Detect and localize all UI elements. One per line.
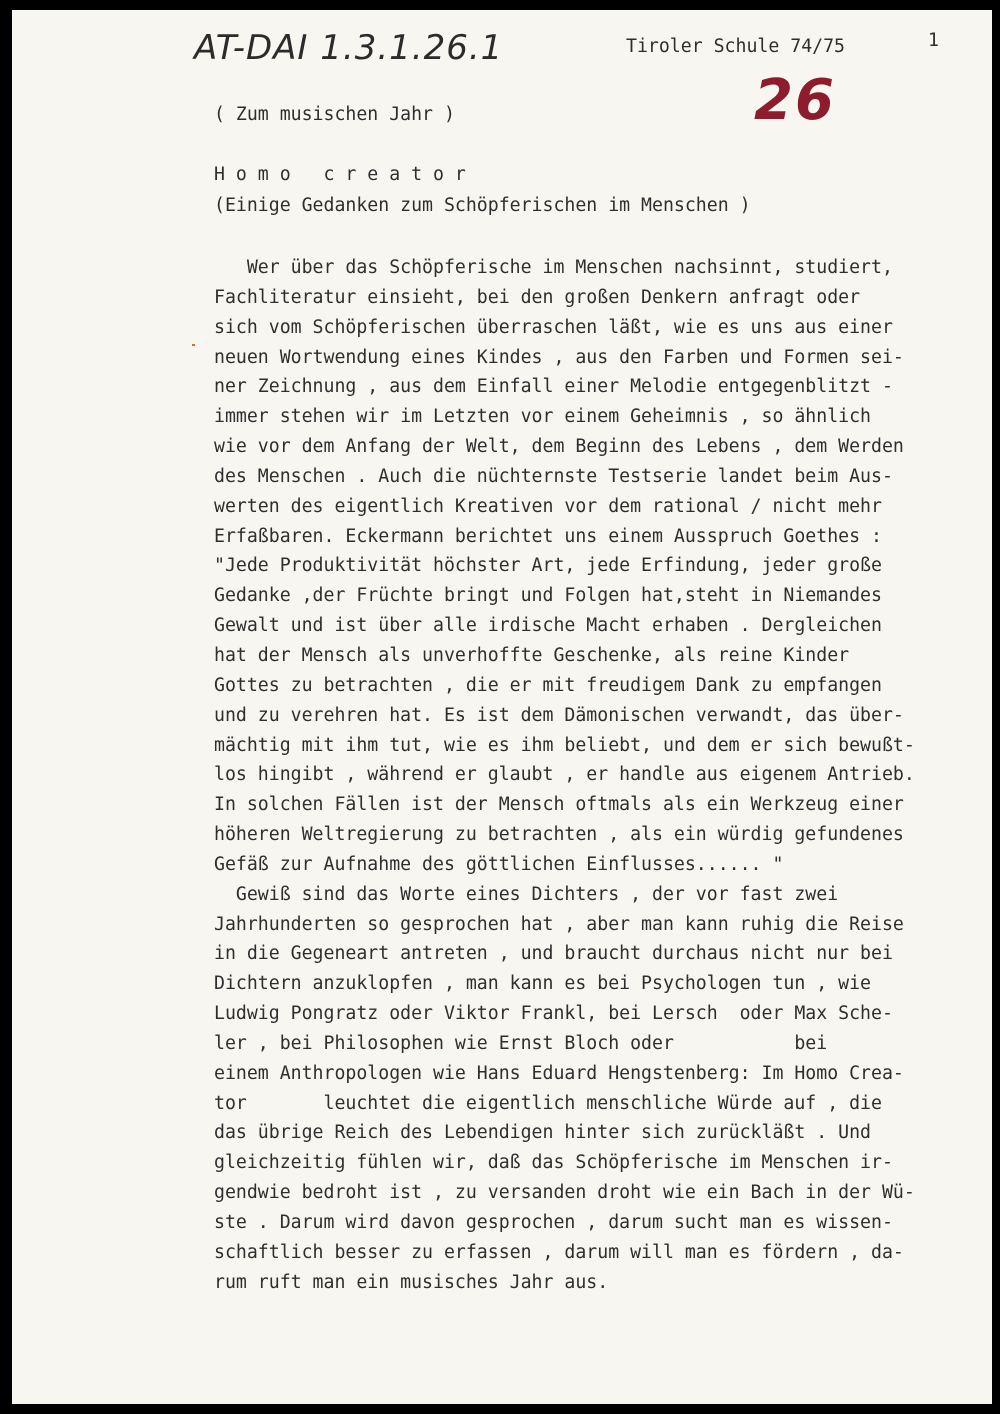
- page-number: 1: [928, 30, 939, 51]
- body-line: ler , bei Philosophen wie Ernst Bloch oder bei: [214, 1032, 828, 1054]
- body-line: gleichzeitig fühlen wir, daß das Schöpferische im Menschen ir-: [214, 1152, 893, 1174]
- body-line: los hingibt , während er glaubt , er handle aus eigenem Antrieb.: [214, 764, 915, 786]
- body-line: mächtig mit ihm tut, wie es ihm beliebt, und dem er sich bewußt-: [214, 734, 915, 756]
- body-line: Fachliteratur einsieht, bei den großen Denkern anfragt oder: [214, 286, 861, 308]
- document-subtitle: (Einige Gedanken zum Schöpferischen im Menschen ): [214, 195, 751, 216]
- body-line: rum ruft man ein musisches Jahr aus.: [214, 1271, 609, 1293]
- body-line: Dichtern anzuklopfen , man kann es bei Psychologen tun , wie: [214, 973, 871, 995]
- body-line: und zu verehren hat. Es ist dem Dämonischen verwandt, das über-: [214, 704, 904, 726]
- school-header: Tiroler Schule 74/75: [626, 36, 845, 57]
- body-line: Gottes zu betrachten , die er mit freudigem Dank zu empfangen: [214, 674, 882, 696]
- subject-line: ( Zum musischen Jahr ): [214, 104, 455, 125]
- body-line: Ludwig Pongratz oder Viktor Frankl, bei Lersch oder Max Sche-: [214, 1003, 893, 1025]
- body-line: werten des eigentlich Kreativen vor dem rational / nicht mehr: [214, 495, 882, 517]
- body-line: schaftlich besser zu erfassen , darum will man es fördern , da-: [214, 1241, 904, 1263]
- body-line: "Jede Produktivität höchster Art, jede Erfindung, jeder große: [214, 555, 882, 577]
- body-line: sich vom Schöpferischen überraschen läßt, wie es uns aus einer: [214, 316, 893, 338]
- body-line: einem Anthropologen wie Hans Eduard Hengstenberg: Im Homo Crea-: [214, 1062, 904, 1084]
- body-line: Erfaßbaren. Eckermann berichtet uns einem Ausspruch Goethes :: [214, 525, 882, 547]
- body-line: Wer über das Schöpferische im Menschen nachsinnt, studiert,: [214, 257, 893, 278]
- archive-code: AT-DAI 1.3.1.26.1: [194, 28, 504, 68]
- body-line: ner Zeichnung , aus dem Einfall einer Melodie entgegenblitzt -: [214, 376, 893, 398]
- body-line: Gedanke ,der Früchte bringt und Folgen hat,steht in Niemandes: [214, 585, 882, 607]
- body-line: Jahrhunderten so gesprochen hat , aber man kann ruhig die Reise: [214, 913, 904, 935]
- body-line: Gefäß zur Aufnahme des göttlichen Einflusses...... ": [214, 853, 784, 875]
- body-line: immer stehen wir im Letzten vor einem Geheimnis , so ähnlich: [214, 406, 871, 428]
- body-line: In solchen Fällen ist der Mensch oftmals als ein Werkzeug einer: [214, 794, 904, 816]
- margin-mark: [192, 344, 195, 346]
- body-line: hat der Mensch als unverhoffte Geschenke, als reine Kinder: [214, 644, 850, 666]
- body-line: gendwie bedroht ist , zu versanden droht wie ein Bach in der Wü-: [214, 1182, 915, 1204]
- red-page-number: 26: [754, 68, 836, 133]
- body-line: wie vor dem Anfang der Welt, dem Beginn des Lebens , dem Werden: [214, 436, 904, 458]
- body-line: ste . Darum wird davon gesprochen , darum sucht man es wissen-: [214, 1212, 893, 1233]
- body-line: Gewiß sind das Worte eines Dichters , der vor fast zwei: [214, 883, 839, 905]
- body-line: das übrige Reich des Lebendigen hinter sich zurückläßt . Und: [214, 1122, 871, 1144]
- body-line: Gewalt und ist über alle irdische Macht erhaben . Dergleichen: [214, 615, 882, 637]
- body-line: tor leuchtet die eigentlich menschliche Würde auf , die: [214, 1092, 882, 1114]
- body-line: des Menschen . Auch die nüchternste Testserie landet beim Aus-: [214, 465, 893, 487]
- body-line: in die Gegeneart antreten , und braucht durchaus nicht nur bei: [214, 943, 893, 965]
- body-line: neuen Wortwendung eines Kindes , aus den Farben und Formen sei-: [214, 346, 904, 368]
- body-text: [214, 253, 988, 1298]
- body-line: höheren Weltregierung zu betrachten , als ein würdig gefundenes: [214, 824, 904, 846]
- document-page: [12, 10, 992, 1404]
- document-title: H o m o c r e a t o r: [214, 164, 466, 185]
